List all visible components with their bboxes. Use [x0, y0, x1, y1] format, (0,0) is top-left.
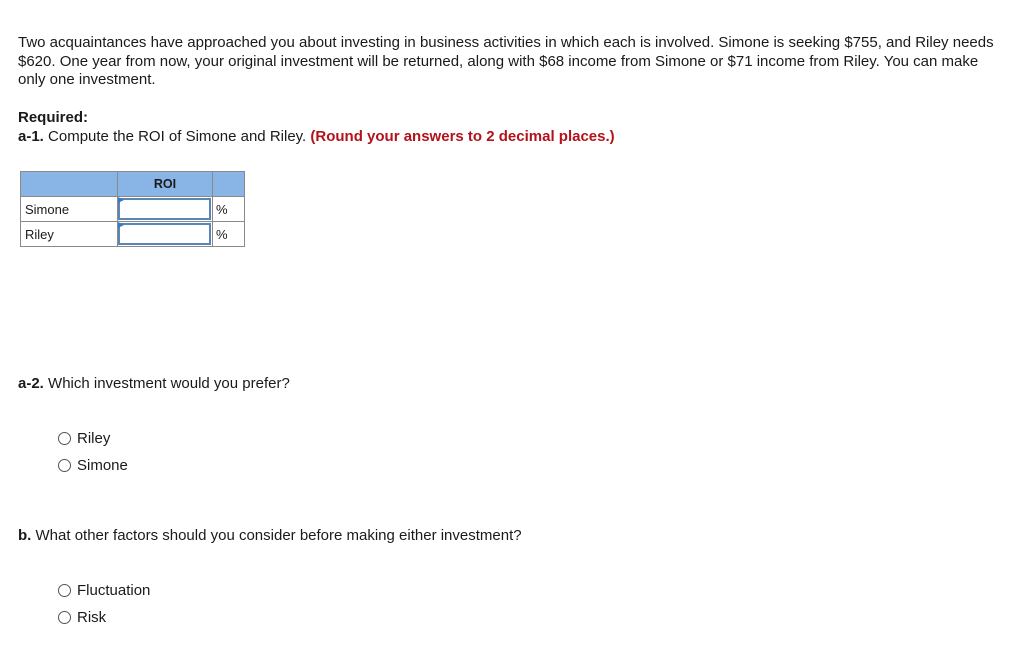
header-unit-cell [213, 172, 245, 197]
roi-table-header-row [21, 172, 245, 197]
header-empty-cell [21, 172, 118, 197]
roi-input-riley[interactable] [118, 223, 211, 245]
radio-circle-icon[interactable] [58, 459, 71, 472]
question-a2-text: Which investment would you prefer? [48, 375, 290, 392]
unit-percent-riley: % [213, 222, 245, 247]
row-label-riley: Riley [21, 222, 118, 247]
question-b [18, 527, 522, 544]
radio-label-riley: Riley [77, 429, 111, 447]
roi-table [20, 171, 245, 247]
roi-input-cell-riley [118, 222, 213, 247]
radio-circle-icon[interactable] [58, 611, 71, 624]
question-b-text: What other factors should you consider before making either investment? [35, 527, 522, 544]
question-a1-text: Compute the ROI of Simone and Riley. [48, 128, 307, 145]
question-a2-prefix: a-2. [18, 375, 44, 392]
table-row [21, 222, 245, 247]
roi-column-header: ROI [118, 172, 213, 197]
radio-option-fluctuation[interactable] [58, 580, 150, 600]
rounding-note: (Round your answers to 2 decimal places.) [310, 128, 615, 145]
radio-circle-icon[interactable] [58, 584, 71, 597]
table-row [21, 197, 245, 222]
required-section [18, 108, 615, 146]
unit-percent-simone: % [213, 197, 245, 222]
radio-label-simone: Simone [77, 456, 128, 474]
required-label: Required: [18, 109, 89, 126]
question-b-prefix: b. [18, 527, 32, 544]
radio-circle-icon[interactable] [58, 432, 71, 445]
row-label-simone: Simone [21, 197, 118, 222]
radio-label-fluctuation: Fluctuation [77, 581, 151, 599]
radio-option-riley[interactable] [58, 428, 110, 448]
roi-input-cell-simone [118, 197, 213, 222]
radio-option-risk[interactable] [58, 607, 106, 627]
radio-label-risk: Risk [77, 608, 107, 626]
problem-intro: Two acquaintances have approached you about investing in business activities in which each is involved. Simone is seeking $755, and Riley needs $620. One year from now, your original investment will be returned, along with $68 income from Simone or $71 income from Riley. You can make only one investment. [18, 34, 994, 88]
question-a2 [18, 375, 290, 392]
question-a1 [18, 127, 615, 146]
question-a1-prefix: a-1. [18, 128, 44, 145]
roi-input-simone[interactable] [118, 198, 211, 220]
input-flag-icon [118, 222, 124, 228]
radio-option-simone[interactable] [58, 455, 128, 475]
input-flag-icon [118, 197, 124, 203]
